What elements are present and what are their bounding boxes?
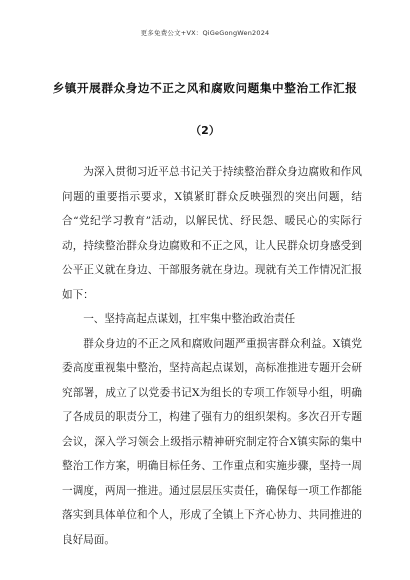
intro-paragraph: 为深入贯彻习近平总书记关于持续整治群众身边腐败和作风问题的重要指示要求，X镇紧盯群众反映强烈的突出问题，结合“党纪学习教育”活动，以解民忧、纾民怨、暖民心的实际行动，持续整治群众身边腐败和不正之风，让人民群众切身感受到公平正义就在身边、干部服务就在身边。现就有关工作情况汇报如下： xyxy=(62,166,362,301)
header-note: 更多免费公文+VX：QiGeGongWen2024 xyxy=(140,29,270,37)
document-body xyxy=(62,160,362,552)
document-title: 乡镇开展群众身边不正之风和腐败问题集中整治工作汇报 xyxy=(52,81,358,95)
document-subtitle: （2） xyxy=(190,124,220,137)
section-heading: 一、坚持高起点谋划，扛牢集中整治政治责任 xyxy=(83,313,296,325)
body-paragraph: 群众身边的不正之风和腐败问题严重损害群众利益。X镇党委高度重视集中整治，坚持高起点谋划，高标准推进专题开会研究部署，成立了以党委书记X为组长的专项工作领导小组，明确了各成员的职责分工，构建了强有力的组织架构。多次召开专题会议，深入学习领会上级指示精神研究制定符合X镇实际的集中整治工作方案，明确目标任务、工作重点和实施步骤，坚持一周一调度，两周一推进。通过层层压实责任，确保每一项工作都能落实到具体单位和个人，形成了全镇上下齐心协力、共同推进的良好局面。 xyxy=(62,337,362,546)
